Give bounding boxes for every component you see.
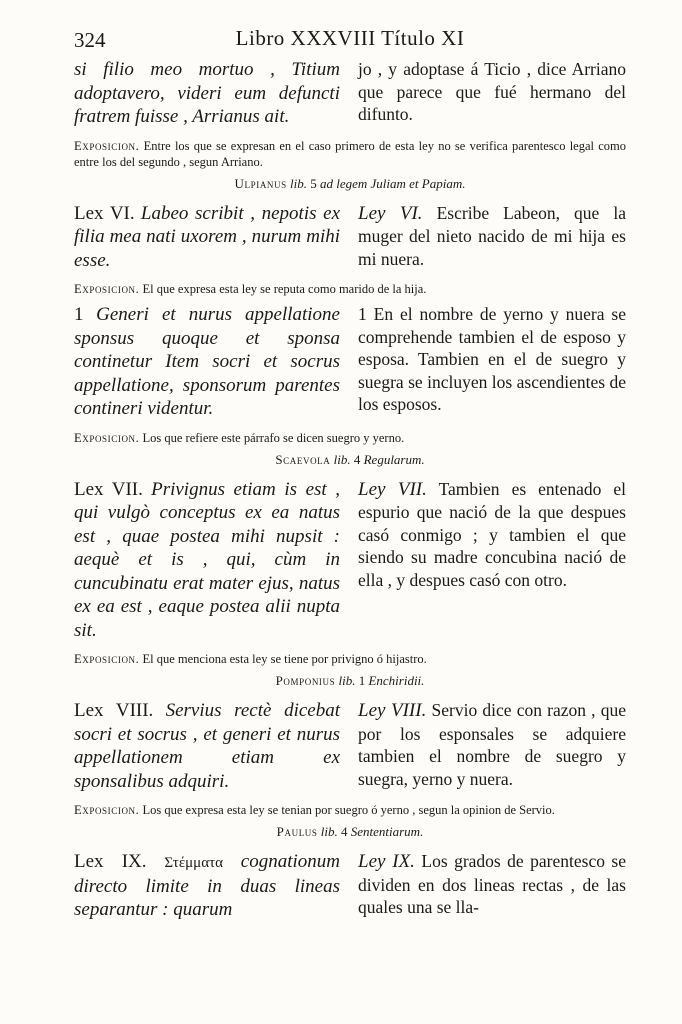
exposicion-note <box>74 281 626 297</box>
spanish-text: jo , y adoptase á Ticio , dice Arriano que parece que fué hermano del difunto. <box>358 59 626 124</box>
exposicion-label: Exposicion. <box>74 282 140 296</box>
exposicion-note <box>74 802 626 818</box>
source-author: Scaevola <box>275 451 331 467</box>
spanish-text: Escribe Labeon, que la muger del nieto nacido de mi hija es mi nuera. <box>358 202 626 269</box>
spanish-text: Los grados de parentesco se dividen en dos lineas rectas , de las quales una se lla- <box>358 851 626 917</box>
latin-column <box>74 303 340 421</box>
source-citation <box>74 824 626 840</box>
exposicion-label: Exposicion. <box>74 652 140 666</box>
source-work: Sententiarum. <box>350 824 424 839</box>
exposicion-note <box>74 430 626 446</box>
page <box>74 24 626 922</box>
running-head: Libro XXXVIII Título XI <box>235 26 465 50</box>
law-9-block <box>74 850 626 922</box>
spanish-column <box>358 303 626 421</box>
source-work: Enchiridii. <box>368 673 425 688</box>
ley-label: Ley IX. <box>358 851 415 872</box>
greek-term: Στέμματα <box>164 855 223 871</box>
page-header <box>74 24 626 58</box>
source-book-number: 4 <box>353 451 361 467</box>
latin-text: si filio meo mortuo , Titium adoptavero, videri eum defuncti fratrem fuisse , Arrianus ait. <box>74 59 340 127</box>
paragraph-number: 1 <box>74 304 84 325</box>
spanish-column <box>358 478 626 643</box>
exposicion-text: Los que expresa esta ley se tenian por suegro ó yerno , segun la opinion de Servio. <box>142 803 555 817</box>
page-number: 324 <box>74 28 106 52</box>
source-author: Paulus <box>276 824 318 839</box>
latin-text: Generi et nurus appellatione sponsus quoque et sponsa continetur Item socri et socrus appellatione, sponsorum parentes contineri videntur. <box>74 304 340 419</box>
latin-column <box>74 58 340 129</box>
lex-label: Lex IX. <box>74 851 147 872</box>
source-citation <box>74 176 626 192</box>
law-8-block <box>74 699 626 793</box>
exposicion-text: Entre los que se expresan en el caso primero de esta ley no se verifica parentesco legal como entre los del segundo , segun Arriano. <box>74 138 626 169</box>
exposicion-text: El que menciona esta ley se tiene por privigno ó hijastro. <box>142 652 427 666</box>
latin-text: Privignus etiam is est , qui vulgò conceptus ex ea natus est , quae postea mihi nupsit : aequè et is , qui, cùm in cuncubinatu erat mater ejus, natus ex ea est , eaque postea alii nupta sit. <box>74 478 340 641</box>
lex-label: Lex VIII. <box>74 700 154 721</box>
continued-law-block <box>74 58 626 129</box>
latin-column <box>74 699 340 793</box>
lex-label: Lex VII. <box>74 478 143 500</box>
ley-label: Ley VIII. <box>358 700 427 721</box>
law-7-block <box>74 478 626 643</box>
latin-column <box>74 478 340 643</box>
spanish-text: Tambien es entenado el espurio que nació de la que despues casó conmigo ; y tambien el que siendo su madre concubina nació de ella , y despues casó con otro. <box>358 478 626 590</box>
exposicion-note <box>74 651 626 667</box>
law-6-block <box>74 202 626 273</box>
exposicion-note <box>74 138 626 170</box>
ley-label: Ley VII. <box>358 478 427 500</box>
spanish-column <box>358 202 626 273</box>
latin-column <box>74 850 340 922</box>
latin-column <box>74 202 340 273</box>
source-author: Ulpianus <box>234 175 287 191</box>
spanish-column <box>358 699 626 793</box>
ley-label: Ley VI. <box>358 202 423 224</box>
lex-label: Lex VI. <box>74 202 135 224</box>
source-book-number: 5 <box>310 175 317 191</box>
source-work: ad legem Juliam et Papiam. <box>319 175 466 191</box>
latin-text: Labeo scribit , nepotis ex filia mea nati uxorem , nurum mihi esse. <box>74 202 341 271</box>
spanish-column <box>358 850 626 922</box>
source-work: Regularum. <box>363 451 425 467</box>
source-lib: lib. <box>289 175 307 191</box>
source-lib: lib. <box>333 451 351 467</box>
source-lib: lib. <box>320 824 338 839</box>
exposicion-label: Exposicion. <box>74 430 140 445</box>
spanish-column <box>358 58 626 129</box>
source-lib: lib. <box>338 673 356 688</box>
exposicion-text: El que expresa esta ley se reputa como marido de la hija. <box>142 282 427 296</box>
latin-text: cognationum directo limite in duas lineas separantur : quarum <box>74 851 340 920</box>
source-author: Pomponius <box>275 673 336 688</box>
source-book-number: 1 <box>358 673 366 688</box>
paragraph-number: 1 <box>358 304 367 324</box>
paragraph-1-block <box>74 303 626 421</box>
source-book-number: 4 <box>341 824 348 839</box>
exposicion-text: Los que refiere este párrafo se dicen suegro y yerno. <box>142 430 405 445</box>
latin-text: Servius rectè dicebat socri et socrus , et generi et nurus appellationem etiam ex sponsalibus adquiri. <box>74 700 340 792</box>
spanish-text: En el nombre de yerno y nuera se comprehende tambien el de esposo y esposa. Tambien en el de suegro y suegra se incluyen los ascendientes de los esposos. <box>358 304 626 414</box>
source-citation <box>74 452 626 468</box>
exposicion-label: Exposicion. <box>74 138 140 153</box>
exposicion-label: Exposicion. <box>74 803 140 817</box>
source-citation <box>74 673 626 689</box>
spanish-text: Servio dice con razon , que por los esponsales se adquiere tambien el nombre de suegro y suegra, yerno y nuera. <box>358 700 627 789</box>
